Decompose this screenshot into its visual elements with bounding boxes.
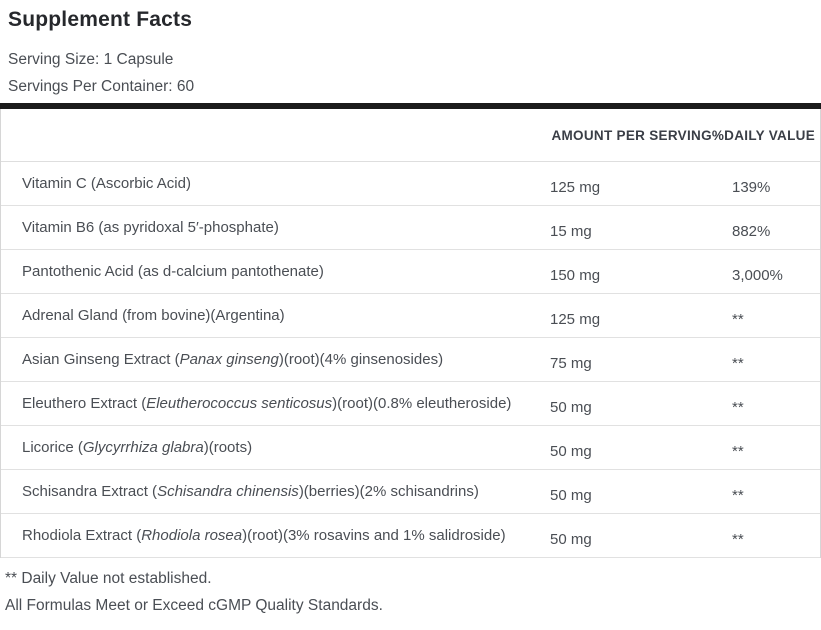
ingredient-amount: 15 mg bbox=[550, 223, 592, 240]
ingredient-name: Schisandra Extract (Schisandra chinensis)(berries)(2% schisandrins) bbox=[22, 483, 479, 500]
ingredient-name: Eleuthero Extract (Eleutherococcus senticosus)(root)(0.8% eleutheroside) bbox=[22, 395, 512, 412]
ingredient-amount: 50 mg bbox=[550, 487, 592, 504]
column-header-daily-value: %DAILY VALUE bbox=[711, 127, 815, 143]
table-row bbox=[1, 426, 820, 470]
footnote-cgmp: All Formulas Meet or Exceed cGMP Quality Standards. bbox=[5, 596, 383, 614]
ingredient-name: Pantothenic Acid (as d-calcium pantothenate) bbox=[22, 263, 324, 280]
page-title: Supplement Facts bbox=[8, 8, 193, 31]
footnote-daily-value: ** Daily Value not established. bbox=[5, 570, 212, 587]
table-header-row bbox=[1, 109, 820, 162]
ingredient-amount: 50 mg bbox=[550, 443, 592, 460]
table-row bbox=[1, 162, 820, 206]
column-header-amount-per-serving: AMOUNT PER SERVING bbox=[551, 127, 712, 143]
ingredient-amount: 50 mg bbox=[550, 399, 592, 416]
ingredient-name: Vitamin C (Ascorbic Acid) bbox=[22, 175, 191, 192]
ingredient-amount: 75 mg bbox=[550, 355, 592, 372]
supplement-table-rows bbox=[1, 162, 820, 558]
ingredient-amount: 125 mg bbox=[550, 311, 601, 328]
ingredient-name: Rhodiola Extract (Rhodiola rosea)(root)(3% rosavins and 1% salidroside) bbox=[22, 527, 506, 544]
ingredient-amount: 125 mg bbox=[550, 179, 601, 196]
ingredient-daily-value: ** bbox=[732, 531, 744, 548]
table-body-frame bbox=[0, 109, 821, 558]
serving-size-line: Serving Size: 1 Capsule bbox=[8, 51, 174, 68]
ingredient-name: Adrenal Gland (from bovine)(Argentina) bbox=[22, 307, 285, 324]
table-row bbox=[1, 250, 820, 294]
servings-per-container-line: Servings Per Container: 60 bbox=[8, 78, 195, 95]
serving-info bbox=[8, 46, 821, 100]
ingredient-name: Asian Ginseng Extract (Panax ginseng)(root)(4% ginsenosides) bbox=[22, 351, 444, 368]
footnotes bbox=[5, 566, 821, 619]
ingredient-amount: 50 mg bbox=[550, 531, 592, 548]
table-row bbox=[1, 338, 820, 382]
ingredient-daily-value: 882% bbox=[732, 223, 771, 240]
ingredient-daily-value: ** bbox=[732, 443, 744, 460]
table-row bbox=[1, 382, 820, 426]
table-row bbox=[1, 514, 820, 558]
supplement-facts-table bbox=[0, 103, 821, 558]
ingredient-name: Licorice (Glycyrrhiza glabra)(roots) bbox=[22, 439, 253, 456]
ingredient-daily-value: ** bbox=[732, 487, 744, 504]
ingredient-daily-value: ** bbox=[732, 355, 744, 372]
ingredient-amount: 150 mg bbox=[550, 267, 601, 284]
ingredient-daily-value: ** bbox=[732, 311, 744, 328]
ingredient-name: Vitamin B6 (as pyridoxal 5′-phosphate) bbox=[22, 219, 279, 236]
table-row bbox=[1, 294, 820, 338]
ingredient-daily-value: 139% bbox=[732, 179, 771, 196]
ingredient-daily-value: ** bbox=[732, 399, 744, 416]
ingredient-daily-value: 3,000% bbox=[732, 267, 783, 284]
table-row bbox=[1, 206, 820, 250]
table-row bbox=[1, 470, 820, 514]
